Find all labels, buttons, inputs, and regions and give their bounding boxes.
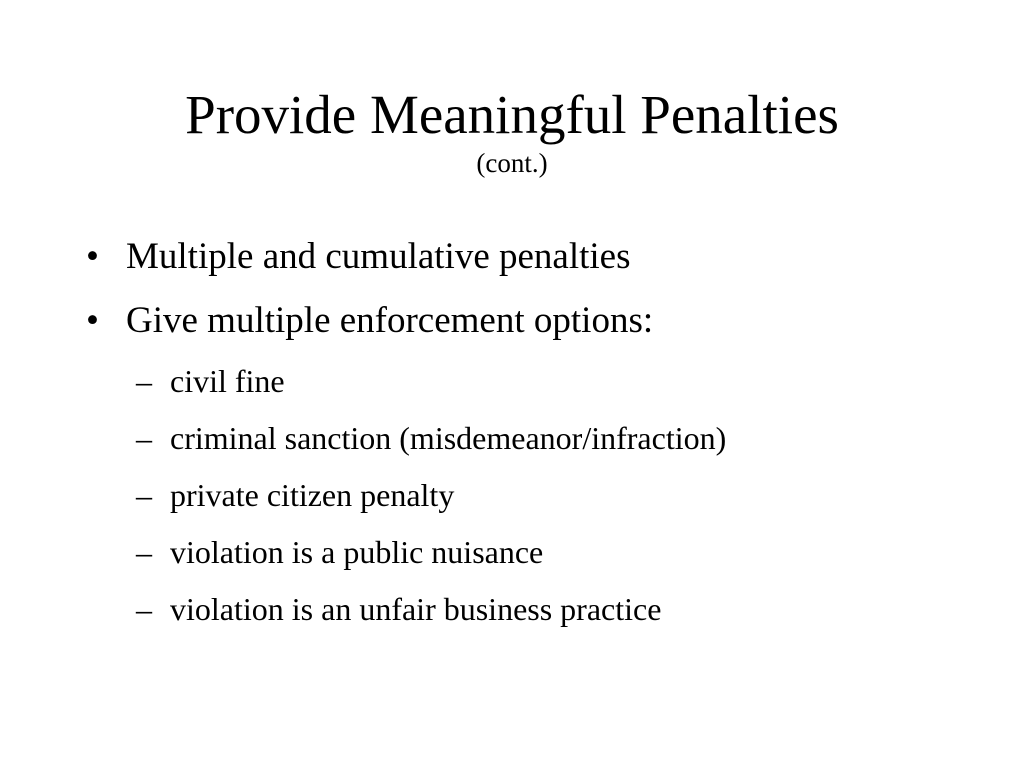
sub-bullet-text: civil fine xyxy=(170,363,285,399)
bullet-item xyxy=(0,232,1024,296)
sub-bullet-item xyxy=(0,531,1024,588)
sub-bullet-list xyxy=(0,360,1024,645)
sub-bullet-text: violation is an unfair business practice xyxy=(170,591,662,627)
sub-bullet-marker: – xyxy=(136,420,152,456)
sub-bullet-item xyxy=(0,588,1024,645)
sub-bullet-text: private citizen penalty xyxy=(170,477,455,513)
sub-bullet-item xyxy=(0,417,1024,474)
sub-bullet-marker: – xyxy=(136,534,152,570)
bullet-item xyxy=(0,296,1024,360)
slide-subtitle: (cont.) xyxy=(476,148,548,178)
bullet-marker: • xyxy=(86,236,99,277)
bullet-marker: • xyxy=(86,300,99,341)
sub-bullet-marker: – xyxy=(136,477,152,513)
bullet-list xyxy=(0,232,1024,645)
sub-bullet-text: criminal sanction (misdemeanor/infraction) xyxy=(170,420,727,456)
sub-bullet-marker: – xyxy=(136,363,152,399)
slide-title: Provide Meaningful Penalties xyxy=(185,84,839,145)
sub-bullet-text: violation is a public nuisance xyxy=(170,534,544,570)
title-block xyxy=(0,78,1024,178)
sub-bullet-item xyxy=(0,360,1024,417)
bullet-text: Give multiple enforcement options: xyxy=(126,300,654,341)
sub-bullet-item xyxy=(0,474,1024,531)
bullet-text: Multiple and cumulative penalties xyxy=(126,236,631,277)
sub-bullet-marker: – xyxy=(136,591,152,627)
